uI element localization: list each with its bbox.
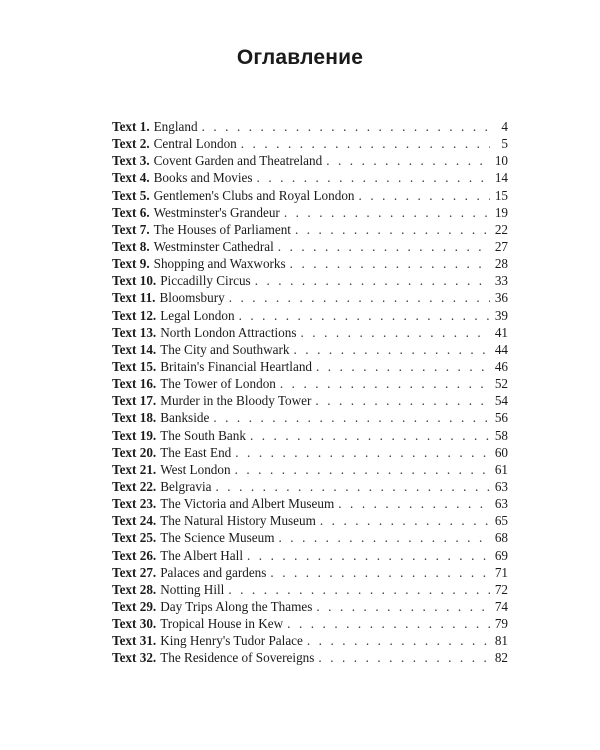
dot-leader [326, 152, 490, 169]
toc-entry-number: Text 6. [112, 204, 150, 220]
toc-entry-title: Bankside [160, 410, 210, 426]
toc-entry-number: Text 1. [112, 119, 150, 134]
toc-entry-title: The City and Southwark [160, 341, 290, 357]
toc-entry [112, 512, 508, 529]
toc-entry-number: Text 28. [112, 581, 157, 597]
toc-entry-page: 46 [494, 358, 508, 374]
toc-entry-page: 81 [494, 633, 508, 649]
dot-leader [241, 135, 490, 152]
dot-leader [316, 598, 490, 615]
dot-leader [359, 187, 490, 204]
toc-entry-title: The Residence of Sovereigns [160, 650, 315, 666]
dot-leader [250, 427, 490, 444]
dot-leader [235, 461, 490, 478]
toc-entry-page: 41 [494, 324, 508, 340]
toc-entry-page: 22 [494, 221, 508, 237]
dot-leader [278, 238, 490, 255]
toc-entry-title: Books and Movies [153, 170, 253, 186]
toc-entry-number: Text 25. [112, 530, 157, 546]
dot-leader [278, 529, 490, 546]
dot-leader [228, 581, 490, 598]
dot-leader [215, 478, 490, 495]
toc-entry [112, 152, 508, 169]
toc-entry-title: The Albert Hall [160, 547, 243, 563]
toc-entry-title: Tropical House in Kew [160, 616, 284, 632]
toc-entry-page: 82 [494, 650, 508, 666]
dot-leader [229, 289, 490, 306]
toc-entry-number: Text 11. [112, 290, 156, 306]
toc-entry-title: The Victoria and Albert Museum [160, 496, 335, 512]
toc-entry-page: 72 [494, 581, 508, 597]
toc-entry [112, 289, 508, 306]
toc-entry [112, 238, 508, 255]
toc-entry [112, 564, 508, 581]
dot-leader [315, 392, 490, 409]
toc-entry-page: 74 [494, 598, 508, 614]
toc-entry-page: 60 [494, 444, 508, 460]
toc-entry-number: Text 7. [112, 221, 150, 237]
toc-entry-title: Notting Hill [160, 581, 225, 597]
toc-entry [112, 478, 508, 495]
toc-entry [112, 358, 508, 375]
toc-entry [112, 169, 508, 186]
page-title: Оглавление [236, 46, 364, 69]
dot-leader [295, 221, 490, 238]
toc-entry [112, 118, 508, 135]
dot-leader [257, 169, 490, 186]
toc-entry-title: The Natural History Museum [160, 513, 316, 529]
toc-entry [112, 135, 508, 152]
toc-entry-title: The Tower of London [160, 376, 276, 392]
toc-entry [112, 581, 508, 598]
toc-entry-number: Text 2. [112, 136, 150, 152]
toc-entry [112, 495, 508, 512]
toc-entry-title: The East End [160, 444, 232, 460]
toc-entry [112, 615, 508, 632]
toc-entry-title: Gentlemen's Clubs and Royal London [153, 187, 355, 203]
toc-entry [112, 444, 508, 461]
toc-entry-number: Text 9. [112, 256, 150, 272]
toc-entry-title: Piccadilly Circus [160, 273, 251, 289]
toc-entry-number: Text 23. [112, 496, 157, 512]
toc-entry-title: Shopping and Waxworks [153, 256, 286, 272]
toc-entry-page: 63 [494, 496, 508, 512]
dot-leader [300, 324, 490, 341]
toc-entry-title: West London [160, 461, 231, 477]
toc-entry-title: Covent Garden and Theatreland [153, 153, 323, 169]
toc-entry [112, 632, 508, 649]
dot-leader [213, 409, 490, 426]
toc-entry-page: 36 [494, 290, 508, 306]
toc-entry [112, 649, 508, 666]
toc-entry-page: 52 [494, 376, 508, 392]
toc-entry-title: North London Attractions [160, 324, 297, 340]
toc-entry-title: Westminster Cathedral [153, 238, 274, 254]
toc-entry-page: 10 [494, 153, 508, 169]
toc-entry-page: 33 [494, 273, 508, 289]
toc-entry [112, 461, 508, 478]
toc-entry-page: 69 [494, 547, 508, 563]
toc-entry-page: 4 [501, 119, 508, 134]
dot-leader [202, 118, 490, 135]
toc-entry-title: England [153, 119, 198, 134]
toc-entry-number: Text 21. [112, 461, 157, 477]
toc-entry [112, 255, 508, 272]
dot-leader [320, 512, 490, 529]
toc-entry [112, 272, 508, 289]
dot-leader [284, 204, 490, 221]
toc-entry-page: 79 [494, 616, 508, 632]
dot-leader [247, 547, 490, 564]
dot-leader [287, 615, 490, 632]
toc-entry [112, 307, 508, 324]
dot-leader [294, 341, 490, 358]
toc-entry-title: Legal London [160, 307, 235, 323]
toc-entry-page: 68 [494, 530, 508, 546]
toc-entry [112, 204, 508, 221]
toc-entry-title: Central London [153, 136, 237, 152]
toc-entry-number: Text 3. [112, 153, 150, 169]
toc-entry [112, 341, 508, 358]
toc-entry-page: 5 [501, 136, 508, 152]
toc-entry-title: Day Trips Along the Thames [160, 598, 313, 614]
toc-entry [112, 187, 508, 204]
dot-leader [290, 255, 490, 272]
toc-entry-number: Text 19. [112, 427, 157, 443]
toc-entry-title: Murder in the Bloody Tower [160, 393, 312, 409]
toc-entry [112, 547, 508, 564]
toc-entry-number: Text 8. [112, 238, 150, 254]
dot-leader [255, 272, 490, 289]
toc-entry-page: 54 [494, 393, 508, 409]
toc-entry-page: 58 [494, 427, 508, 443]
toc-entry-page: 28 [494, 256, 508, 272]
toc-entry-page: 71 [494, 564, 508, 580]
toc-entry-title: The Science Museum [160, 530, 275, 546]
toc-entry-number: Text 32. [112, 650, 157, 666]
toc-entry-page: 61 [494, 461, 508, 477]
toc-entry-page: 44 [494, 341, 508, 357]
toc-entry-title: Britain's Financial Heartland [160, 358, 313, 374]
toc-entry-title: Westminster's Grandeur [153, 204, 280, 220]
toc-entry-page: 65 [494, 513, 508, 529]
dot-leader [318, 649, 490, 666]
dot-leader [316, 358, 490, 375]
toc-entry [112, 375, 508, 392]
toc-entry-title: Belgravia [160, 478, 212, 494]
toc-entry-page: 56 [494, 410, 508, 426]
dot-leader [280, 375, 490, 392]
dot-leader [338, 495, 490, 512]
toc-entry-number: Text 12. [112, 307, 157, 323]
toc-entry-title: Palaces and gardens [160, 564, 267, 580]
toc-entry-number: Text 22. [112, 478, 157, 494]
toc-entry-number: Text 17. [112, 393, 157, 409]
toc-entry-number: Text 29. [112, 598, 157, 614]
toc-entry [112, 324, 508, 341]
toc-entry-page: 14 [494, 170, 508, 186]
dot-leader [235, 444, 490, 461]
toc-entry-number: Text 5. [112, 187, 150, 203]
toc-entry-number: Text 14. [112, 341, 157, 357]
toc-entry-number: Text 4. [112, 170, 150, 186]
toc-entry-page: 19 [494, 204, 508, 220]
toc-entry-number: Text 26. [112, 547, 157, 563]
dot-leader [239, 307, 490, 324]
toc-entry-title: King Henry's Tudor Palace [160, 633, 303, 649]
table-of-contents [112, 118, 508, 667]
toc-entry-number: Text 16. [112, 376, 157, 392]
toc-entry [112, 529, 508, 546]
toc-entry [112, 392, 508, 409]
toc-entry-number: Text 15. [112, 358, 157, 374]
toc-entry-page: 63 [494, 478, 508, 494]
toc-entry-title: The South Bank [160, 427, 246, 443]
toc-entry-page: 39 [494, 307, 508, 323]
toc-entry [112, 221, 508, 238]
toc-entry-page: 27 [494, 238, 508, 254]
toc-entry [112, 598, 508, 615]
toc-entry-title: Bloomsbury [159, 290, 225, 306]
toc-entry [112, 409, 508, 426]
toc-entry-number: Text 30. [112, 616, 157, 632]
toc-entry-number: Text 27. [112, 564, 157, 580]
toc-entry-title: The Houses of Parliament [153, 221, 291, 237]
toc-entry-number: Text 18. [112, 410, 157, 426]
toc-entry-number: Text 24. [112, 513, 157, 529]
dot-leader [307, 632, 490, 649]
toc-entry-number: Text 31. [112, 633, 157, 649]
toc-entry-number: Text 20. [112, 444, 157, 460]
toc-entry [112, 427, 508, 444]
toc-entry-number: Text 10. [112, 273, 157, 289]
dot-leader [270, 564, 490, 581]
toc-entry-page: 15 [494, 187, 508, 203]
toc-entry-number: Text 13. [112, 324, 157, 340]
